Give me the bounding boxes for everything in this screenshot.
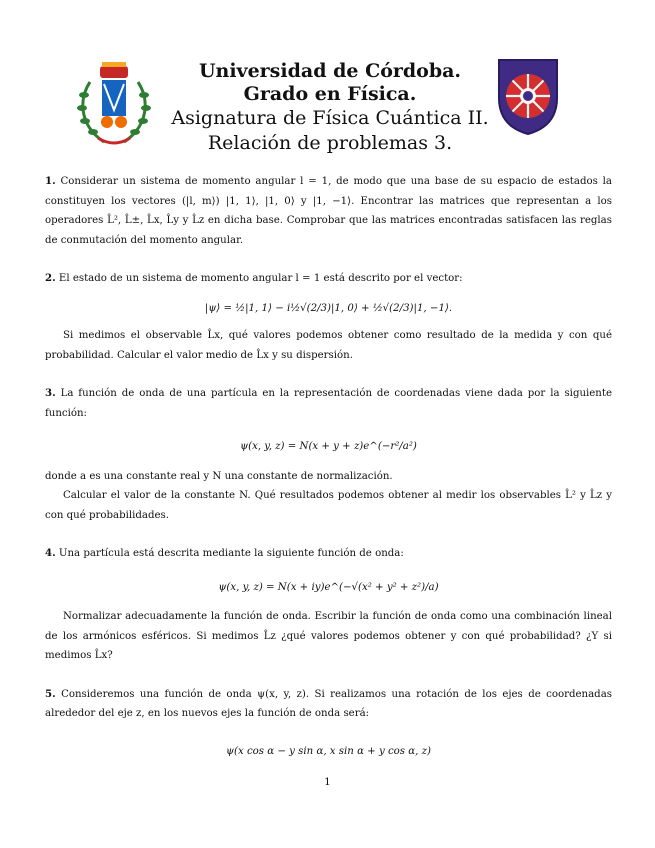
- problem-3: [45, 384, 612, 423]
- university-crest-logo: [74, 60, 154, 150]
- equation: ψ(x cos α − y sin α, x sin α + y cos α, z): [226, 745, 431, 757]
- equation: ψ(x, y, z) = N(x + y + z)e^(−r²/a²): [240, 441, 417, 452]
- problem-number: 1.: [45, 175, 56, 187]
- problem-text-continued: Normalizar adecuadamente la función de onda. Escribir la función de onda como una combinación lineal de los armónicos esféricos. Si medimos L̂z ¿qué valores podemos obtener y con qué probabilidad? ¿Y si medimos L̂x?: [45, 611, 612, 661]
- equation: |ψ⟩ = ½|1, 1⟩ − i½√(2/3)|1, 0⟩ + ½√(2/3)|1, −1⟩.: [204, 302, 453, 314]
- equation: ψ(x, y, z) = N(x + iy)e^(−√(x² + y² + z²)/a): [218, 581, 439, 593]
- problem-number: 4.: [45, 547, 56, 559]
- problem-set-title: Relación de problemas 3.: [207, 132, 453, 154]
- problem-text-continued: Calcular el valor de la constante N. Qué resultados podemos obtener al medir los observables L̂² y L̂z y con qué probabilidades.: [45, 490, 612, 521]
- problem-number: 2.: [45, 272, 56, 284]
- problem-number: 5.: [45, 687, 56, 700]
- problems-list: [45, 172, 612, 761]
- problem-text-continued: Si medimos el observable L̂x, qué valores podemos obtener como resultado de la medida y con qué probabilidad. Calcular el valor medio de L̂x y su dispersión.: [45, 330, 612, 361]
- problem-2: [45, 269, 612, 289]
- problem-text: Consideremos una función de onda ψ(x, y, z). Si realizamos una rotación de los ejes de coordenadas alrededor del eje z, en los nuevos ejes la función de onda será:: [45, 688, 612, 719]
- document-header: [160, 60, 500, 156]
- university-emblem-logo: [497, 58, 559, 136]
- problem-text: Una partícula está descrita mediante la siguiente función de onda:: [58, 548, 404, 559]
- problem-number: 3.: [45, 387, 56, 399]
- university-name: Universidad de Córdoba.: [198, 60, 462, 82]
- problem-text: La función de onda de una partícula en la representación de coordenadas viene dada por la siguiente función:: [45, 388, 612, 419]
- problem-1: [45, 172, 612, 250]
- problem-text: Considerar un sistema de momento angular l = 1, de modo que una base de su espacio de estados la constituyen los vectores (|l, m⟩) |1, 1⟩, |1, 0⟩ y |1, −1⟩. Encontrar las matrices que representan a los operadores L̂², L̂±, L̂x, L̂y y L̂z en dicha base. Comprobar que las matrices encontradas satisfacen las reglas de conmutación del momento angular.: [45, 176, 612, 246]
- degree-name: Grado en Física.: [243, 83, 417, 105]
- problem-text: El estado de un sistema de momento angular l = 1 está descrito por el vector:: [58, 273, 463, 284]
- course-name: Asignatura de Física Cuántica II.: [171, 107, 489, 129]
- problem-4: [45, 544, 612, 564]
- page-number: 1: [324, 776, 331, 788]
- problem-5: [45, 685, 612, 724]
- problem-text-continued: donde a es una constante real y N una constante de normalización.: [45, 470, 393, 482]
